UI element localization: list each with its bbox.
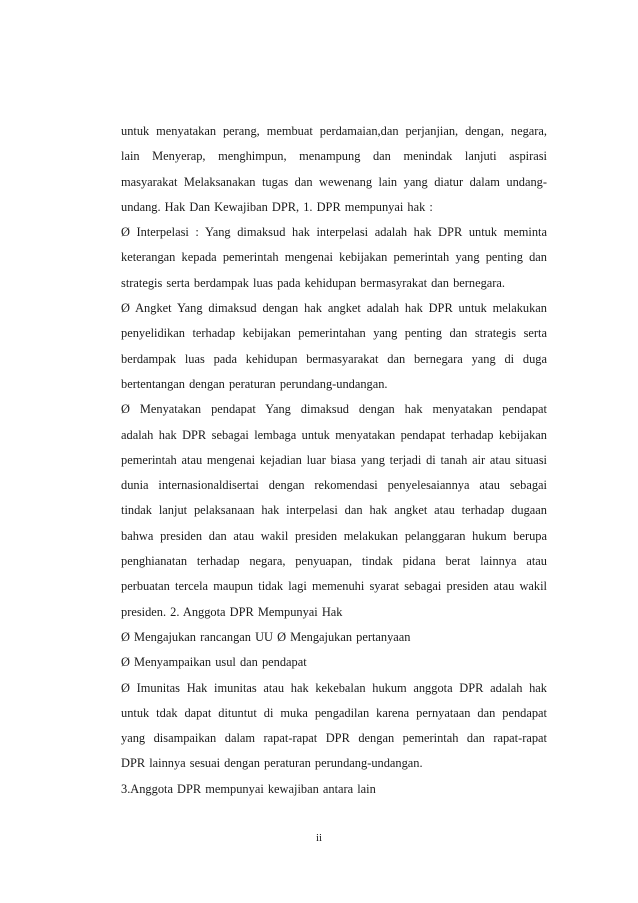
text-line: bahwa presiden dan atau wakil presiden melakukan pelanggaran hukum berupa <box>121 528 547 543</box>
text-line: Ø Imunitas Hak imunitas atau hak kekebalan hukum anggota DPR adalah hak <box>121 680 547 695</box>
text-line: keterangan kepada pemerintah mengenai kebijakan pemerintah yang penting dan <box>121 250 547 265</box>
text-line: Ø Angket Yang dimaksud dengan hak angket adalah hak DPR untuk melakukan <box>121 301 547 316</box>
text-line: pemerintah atau mengenai kejadian luar biasa yang terjadi di tanah air atau situasi <box>121 452 547 467</box>
text-line: undang. Hak Dan Kewajiban DPR, 1. DPR mempunyai hak : <box>121 199 433 214</box>
text-line: masyarakat Melaksanakan tugas dan wewenang lain yang diatur dalam undang- <box>121 174 547 189</box>
text-line: adalah hak DPR sebagai lembaga untuk menyatakan pendapat terhadap kebijakan <box>121 427 547 442</box>
text-line: Ø Menyampaikan usul dan pendapat <box>121 655 307 670</box>
text-line: bertentangan dengan peraturan perundang-undangan. <box>121 376 388 391</box>
text-line: Ø Interpelasi : Yang dimaksud hak interpelasi adalah hak DPR untuk meminta <box>121 225 547 240</box>
text-line: strategis serta berdampak luas pada kehidupan bermasyrakat dan bernegara. <box>121 275 506 290</box>
text-line: penghianatan terhadap negara, penyuapan, tindak pidana berat lainnya atau <box>121 554 547 569</box>
text-line: yang disampaikan dalam rapat-rapat DPR dengan pemerintah dan rapat-rapat <box>121 731 547 746</box>
text-line: berdampak luas pada kehidupan bermasyarakat dan bernegara yang di duga <box>121 351 547 366</box>
page-number: ii <box>315 832 323 844</box>
text-line: untuk menyatakan perang, membuat perdamaian,dan perjanjian, dengan, negara, <box>121 124 547 138</box>
text-line: penyelidikan terhadap kebijakan pemerintahan yang penting dan strategis serta <box>121 326 547 341</box>
text-line: Ø Mengajukan rancangan UU Ø Mengajukan pertanyaan <box>121 629 411 644</box>
text-line: dunia internasionaldisertai dengan rekomendasi penyelesaiannya atau sebagai <box>121 478 547 493</box>
text-line: tindak lanjut pelaksanaan hak interpelasi dan hak angket atau terhadap dugaan <box>121 503 547 518</box>
text-line: Ø Menyatakan pendapat Yang dimaksud dengan hak menyatakan pendapat <box>121 402 547 417</box>
text-line: perbuatan tercela maupun tidak lagi memenuhi syarat sebagai presiden atau wakil <box>121 579 547 594</box>
text-line: presiden. 2. Anggota DPR Mempunyai Hak <box>121 604 343 619</box>
text-line: lain Menyerap, menghimpun, menampung dan menindak lanjuti aspirasi <box>121 149 547 164</box>
body-text <box>121 119 547 802</box>
text-line: 3.Anggota DPR mempunyai kewajiban antara lain <box>121 781 376 796</box>
text-line: untuk tdak dapat dituntut di muka pengadilan karena pernyataan dan pendapat <box>121 705 547 720</box>
text-line: DPR lainnya sesuai dengan peraturan perundang-undangan. <box>121 756 423 771</box>
